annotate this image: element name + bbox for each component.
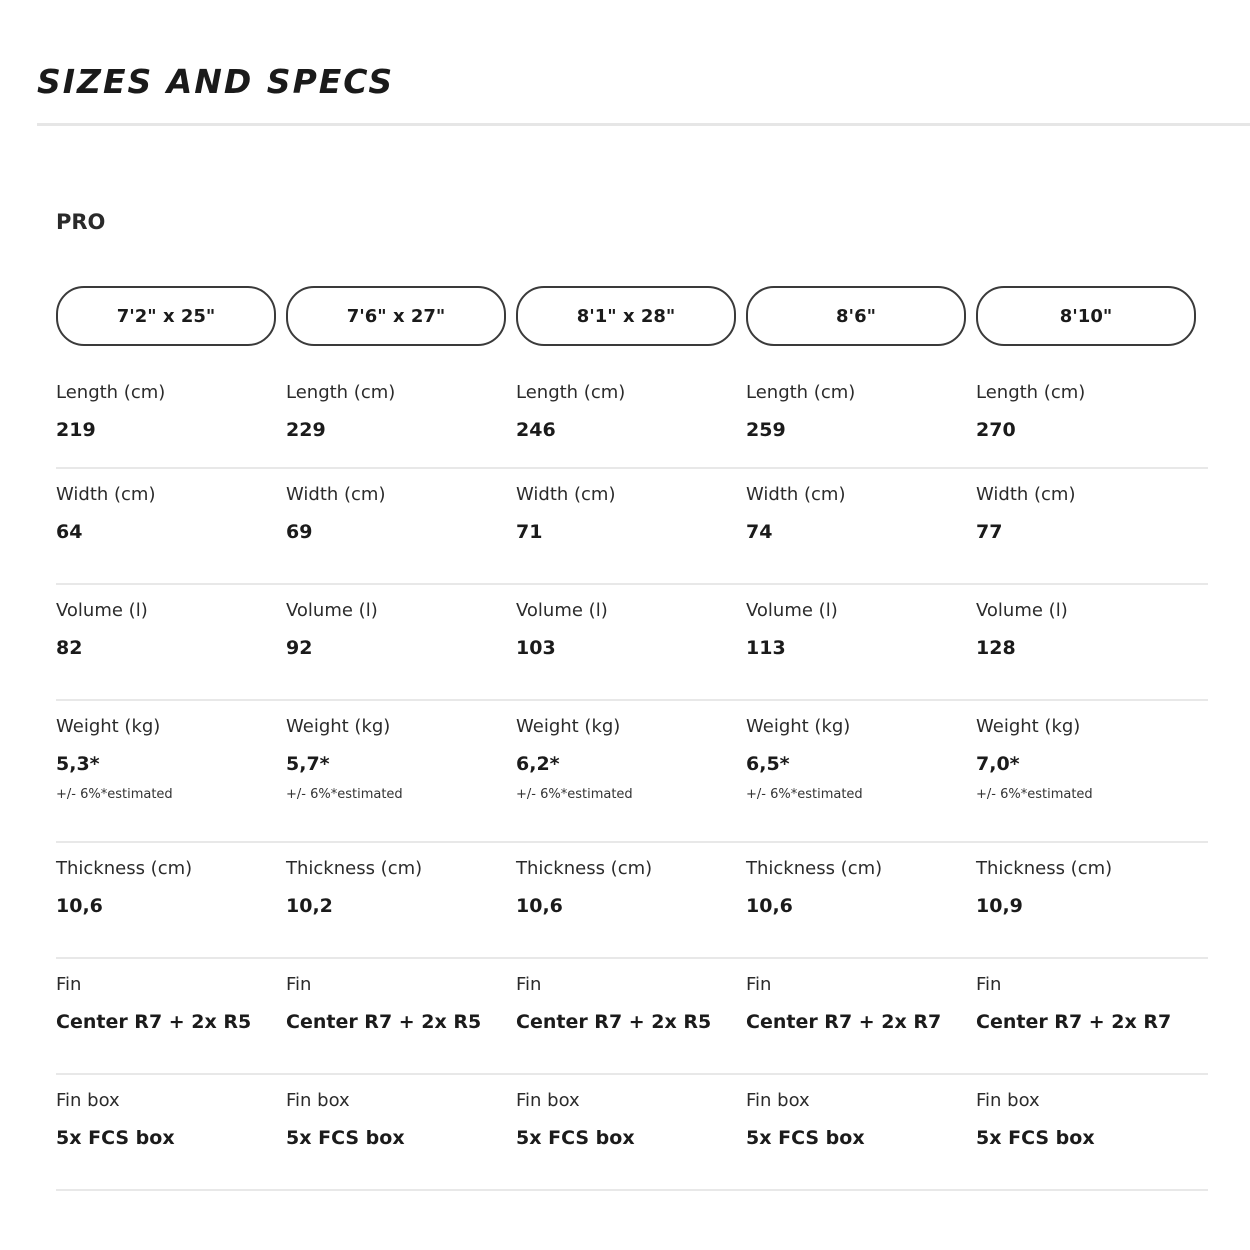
spec-value: 5x FCS box — [516, 1127, 635, 1149]
size-tab-8-1[interactable]: 8'1" x 28" — [516, 286, 736, 346]
spec-label: Length (cm) — [516, 382, 626, 403]
spec-label: Volume (l) — [56, 600, 148, 621]
spec-label: Width (cm) — [516, 484, 616, 505]
spec-value: Center R7 + 2x R5 — [516, 1011, 712, 1033]
spec-value: 6,2* — [516, 753, 560, 775]
spec-label: Length (cm) — [286, 382, 396, 403]
spec-label: Volume (l) — [516, 600, 608, 621]
spec-label: Weight (kg) — [746, 716, 851, 737]
spec-value: 5x FCS box — [56, 1127, 175, 1149]
spec-value: 69 — [286, 521, 313, 543]
spec-label: Weight (kg) — [286, 716, 391, 737]
spec-value: 5x FCS box — [976, 1127, 1095, 1149]
spec-row-width — [56, 469, 1208, 585]
spec-row-length — [56, 367, 1208, 469]
spec-value: 74 — [746, 521, 773, 543]
spec-note: +/- 6%*estimated — [746, 787, 863, 802]
spec-label: Fin — [56, 974, 82, 995]
spec-label: Fin box — [746, 1090, 810, 1111]
spec-value: 246 — [516, 419, 556, 441]
spec-label: Width (cm) — [56, 484, 156, 505]
spec-label: Thickness (cm) — [976, 858, 1113, 879]
spec-value: 270 — [976, 419, 1016, 441]
spec-row-fin — [56, 959, 1208, 1075]
spec-value: 219 — [56, 419, 96, 441]
spec-label: Width (cm) — [976, 484, 1076, 505]
spec-label: Length (cm) — [976, 382, 1086, 403]
spec-value: Center R7 + 2x R5 — [56, 1011, 252, 1033]
spec-value: Center R7 + 2x R5 — [286, 1011, 482, 1033]
spec-value: Center R7 + 2x R7 — [746, 1011, 942, 1033]
spec-label: Weight (kg) — [516, 716, 621, 737]
size-tab-7-6[interactable]: 7'6" x 27" — [286, 286, 506, 346]
spec-label: Width (cm) — [746, 484, 846, 505]
spec-value: 5,3* — [56, 753, 100, 775]
spec-value: 64 — [56, 521, 83, 543]
size-tab-8-10[interactable]: 8'10" — [976, 286, 1196, 346]
spec-note: +/- 6%*estimated — [286, 787, 403, 802]
spec-label: Thickness (cm) — [56, 858, 193, 879]
section-title: PRO — [56, 210, 106, 234]
spec-label: Volume (l) — [976, 600, 1068, 621]
spec-value: 77 — [976, 521, 1003, 543]
spec-label: Fin — [746, 974, 772, 995]
spec-value: 10,2 — [286, 895, 333, 917]
spec-value: Center R7 + 2x R7 — [976, 1011, 1172, 1033]
spec-label: Weight (kg) — [56, 716, 161, 737]
spec-note: +/- 6%*estimated — [56, 787, 173, 802]
spec-value: 7,0* — [976, 753, 1020, 775]
spec-row-thickness — [56, 843, 1208, 959]
spec-value: 229 — [286, 419, 326, 441]
spec-label: Thickness (cm) — [516, 858, 653, 879]
spec-value: 10,6 — [746, 895, 793, 917]
spec-label: Thickness (cm) — [746, 858, 883, 879]
spec-row-weight — [56, 701, 1208, 843]
size-tab-8-6[interactable]: 8'6" — [746, 286, 966, 346]
spec-label: Fin box — [286, 1090, 350, 1111]
spec-value: 5x FCS box — [286, 1127, 405, 1149]
spec-label: Length (cm) — [56, 382, 166, 403]
spec-label: Width (cm) — [286, 484, 386, 505]
spec-note: +/- 6%*estimated — [976, 787, 1093, 802]
spec-value: 10,6 — [516, 895, 563, 917]
spec-label: Length (cm) — [746, 382, 856, 403]
heading-divider — [37, 123, 1250, 126]
spec-value: 10,9 — [976, 895, 1023, 917]
spec-value: 113 — [746, 637, 786, 659]
spec-value: 92 — [286, 637, 313, 659]
spec-label: Fin — [286, 974, 312, 995]
spec-label: Fin box — [976, 1090, 1040, 1111]
spec-value: 259 — [746, 419, 786, 441]
spec-label: Volume (l) — [746, 600, 838, 621]
spec-value: 71 — [516, 521, 543, 543]
spec-label: Fin box — [516, 1090, 580, 1111]
spec-value: 5,7* — [286, 753, 330, 775]
page-heading: SIZES AND SPECS — [37, 62, 395, 101]
size-tabs — [56, 286, 1208, 344]
spec-value: 128 — [976, 637, 1016, 659]
spec-value: 10,6 — [56, 895, 103, 917]
size-tab-7-2[interactable]: 7'2" x 25" — [56, 286, 276, 346]
spec-label: Fin — [516, 974, 542, 995]
spec-label: Thickness (cm) — [286, 858, 423, 879]
spec-row-volume — [56, 585, 1208, 701]
spec-value: 5x FCS box — [746, 1127, 865, 1149]
spec-row-fin-box — [56, 1075, 1208, 1191]
spec-label: Fin box — [56, 1090, 120, 1111]
spec-label: Weight (kg) — [976, 716, 1081, 737]
spec-value: 82 — [56, 637, 83, 659]
spec-label: Fin — [976, 974, 1002, 995]
spec-value: 6,5* — [746, 753, 790, 775]
spec-note: +/- 6%*estimated — [516, 787, 633, 802]
spec-value: 103 — [516, 637, 556, 659]
spec-table — [56, 367, 1208, 1191]
spec-label: Volume (l) — [286, 600, 378, 621]
